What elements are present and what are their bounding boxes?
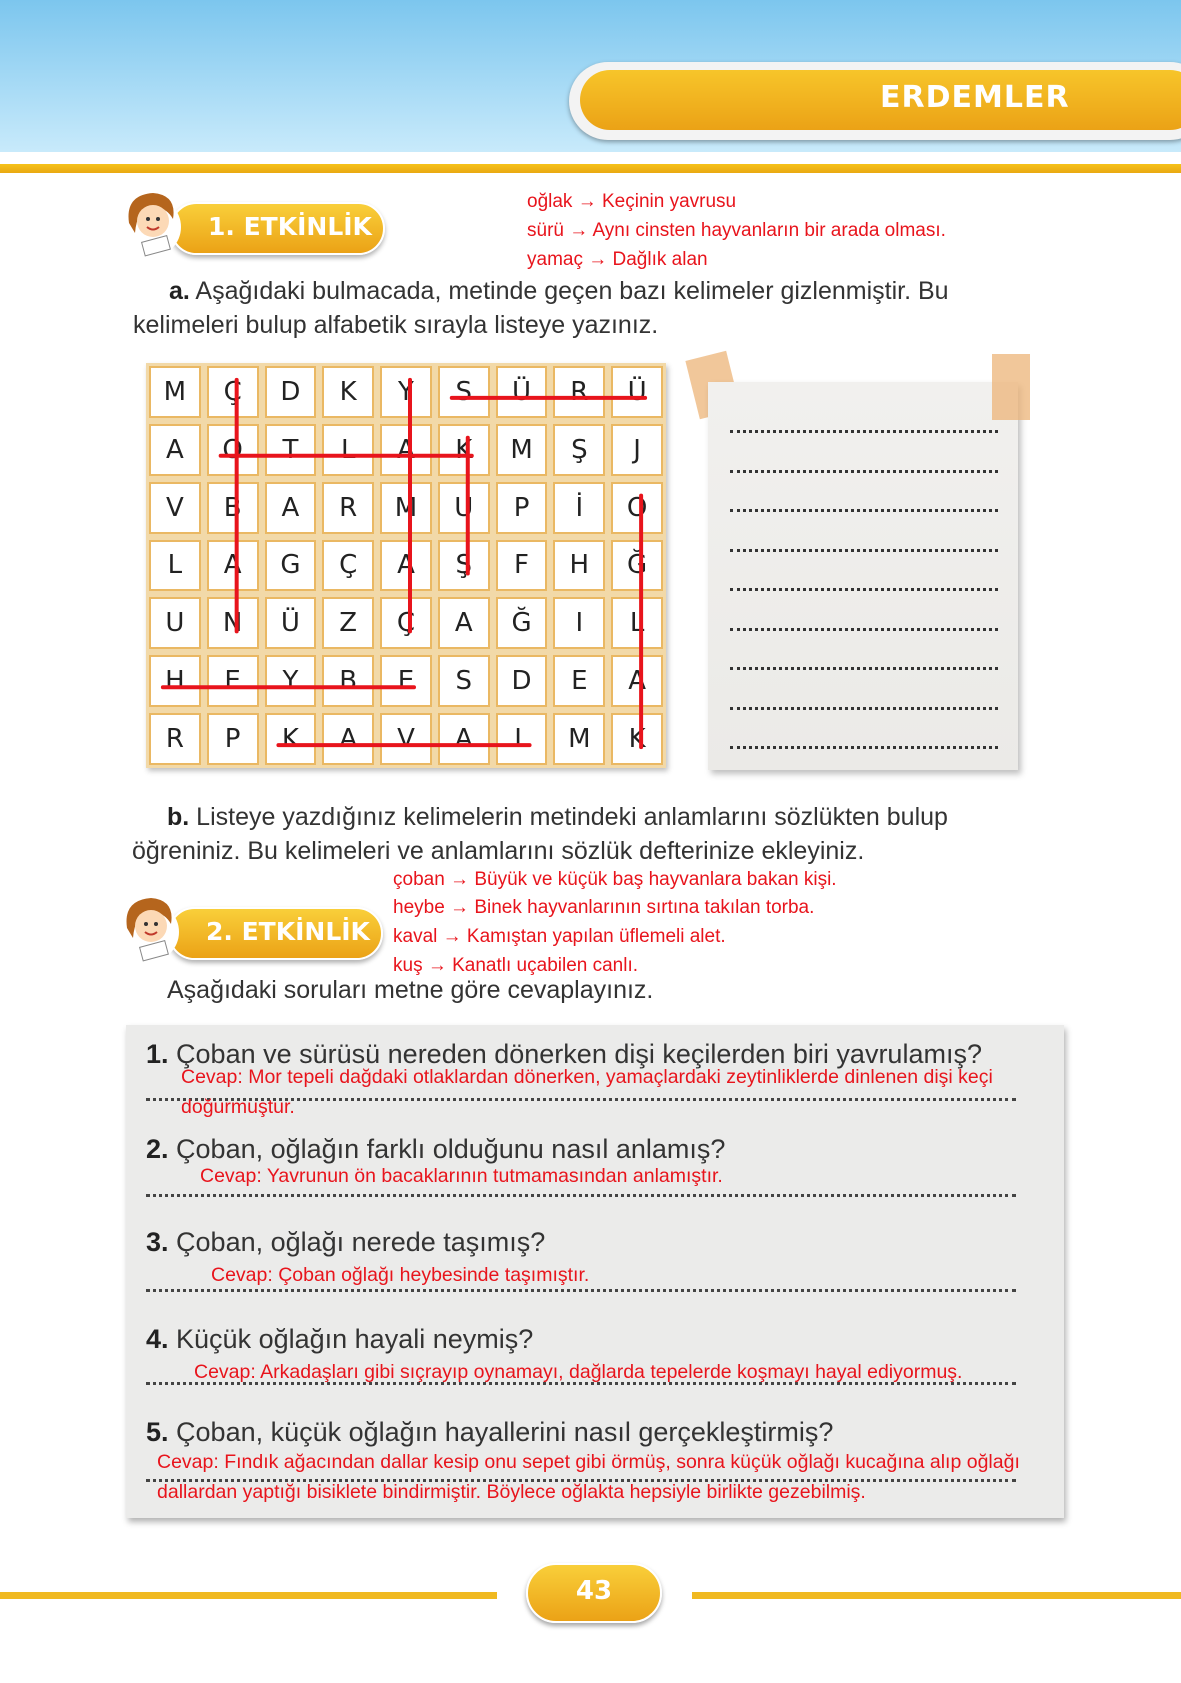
puzzle-cell[interactable]: L: [149, 540, 201, 592]
puzzle-cell[interactable]: Ğ: [496, 597, 548, 649]
puzzle-cell[interactable]: A: [380, 540, 432, 592]
instruction-b-prefix: b.: [167, 803, 190, 831]
puzzle-cell[interactable]: H: [553, 540, 605, 592]
puzzle-cell[interactable]: K: [438, 424, 490, 476]
definition-kus: kuş → Kanatlı uçabilen canlı.: [393, 955, 639, 976]
puzzle-cell[interactable]: D: [496, 655, 548, 707]
question-text: Çoban, oğlağı nerede taşımış?: [168, 1227, 546, 1257]
question-2: [146, 1134, 725, 1165]
answer-line-3[interactable]: [146, 1289, 1016, 1292]
puzzle-cell[interactable]: F: [496, 540, 548, 592]
activity-1-badge: [115, 183, 385, 263]
puzzle-cell[interactable]: B: [322, 655, 374, 707]
definition-oglak: oğlak → Keçinin yavrusu: [527, 191, 737, 212]
puzzle-cell[interactable]: K: [322, 366, 374, 418]
question-4: [146, 1324, 533, 1355]
puzzle-cell[interactable]: V: [380, 713, 432, 765]
puzzle-cell[interactable]: K: [611, 713, 663, 765]
puzzle-cell[interactable]: Y: [265, 655, 317, 707]
word-list-line[interactable]: [730, 707, 998, 710]
word-list-line[interactable]: [730, 549, 998, 552]
question-text: Çoban, küçük oğlağın hayallerini nasıl gerçekleştirmiş?: [168, 1417, 834, 1447]
instruction-a-line1: [169, 277, 949, 306]
instruction-a-text: Aşağıdaki bulmacada, metinde geçen bazı kelimeler gizlenmiştir. Bu: [189, 277, 949, 305]
answer-5-line1: Cevap: Fındık ağacından dallar kesip onu sepet gibi örmüş, sonra küçük oğlağı kucağına alıp oğlağı: [157, 1451, 1020, 1473]
answer-line-2[interactable]: [146, 1194, 1016, 1197]
answer-line-4[interactable]: [146, 1382, 1016, 1385]
question-number: 5.: [146, 1417, 169, 1447]
question-text: Çoban ve sürüsü nereden dönerken dişi keçilerden biri yavrulamış?: [168, 1039, 982, 1069]
puzzle-cell[interactable]: N: [207, 597, 259, 649]
girl-reading-icon: [113, 888, 193, 968]
answer-5-line2: dallardan yaptığı bisiklete bindirmiştir. Böylece oğlakta hepsiyle birlikte gezebilmiş.: [157, 1481, 866, 1503]
instruction-b-line1: [167, 803, 948, 832]
puzzle-cell[interactable]: D: [265, 366, 317, 418]
puzzle-cell[interactable]: Ü: [265, 597, 317, 649]
puzzle-cell[interactable]: A: [380, 424, 432, 476]
question-text: Çoban, oğlağın farklı olduğunu nasıl anlamış?: [168, 1134, 726, 1164]
puzzle-cell[interactable]: H: [149, 655, 201, 707]
answer-3: Cevap: Çoban oğlağı heybesinde taşımıştır.: [211, 1264, 590, 1286]
puzzle-cell[interactable]: Ü: [611, 366, 663, 418]
activity-2-label: 2. ETKİNLİK: [206, 917, 370, 946]
definition-kaval: kaval → Kamıştan yapılan üflemeli alet.: [393, 926, 726, 947]
instruction-a-prefix: a.: [169, 277, 190, 305]
puzzle-cell[interactable]: U: [149, 597, 201, 649]
puzzle-cell[interactable]: K: [265, 713, 317, 765]
word-list-line[interactable]: [730, 509, 998, 512]
found-word-marks: [146, 363, 666, 768]
instruction-b-text: Listeye yazdığınız kelimelerin metindeki anlamlarını sözlükten bulup: [189, 803, 948, 831]
word-list-line[interactable]: [730, 746, 998, 749]
instruction-b-line2: öğreniniz. Bu kelimeleri ve anlamlarını sözlük defterinize ekleyiniz.: [132, 837, 865, 865]
puzzle-cell[interactable]: M: [149, 366, 201, 418]
activity-2-instruction: Aşağıdaki soruları metne göre cevaplayınız.: [167, 976, 654, 1004]
answer-4: Cevap: Arkadaşları gibi sıçrayıp oynamayı, dağlarda tepelerde koşmayı hayal ediyormuş.: [194, 1361, 963, 1383]
puzzle-cell[interactable]: U: [438, 482, 490, 534]
activity-1-label: 1. ETKİNLİK: [208, 212, 372, 241]
answer-2: Cevap: Yavrunun ön bacaklarının tutmamasından anlamıştır.: [200, 1165, 723, 1187]
puzzle-cell[interactable]: I: [553, 597, 605, 649]
puzzle-cell[interactable]: E: [380, 655, 432, 707]
puzzle-cell[interactable]: R: [149, 713, 201, 765]
puzzle-cell[interactable]: L: [496, 713, 548, 765]
answer-1-line1: Cevap: Mor tepeli dağdaki otlaklardan dönerken, yamaçlardaki zeytinliklerde dinlenen dişi keçi: [181, 1066, 993, 1088]
question-number: 3.: [146, 1227, 169, 1257]
question-3: [146, 1227, 545, 1258]
puzzle-cell[interactable]: M: [380, 482, 432, 534]
word-list-line[interactable]: [730, 430, 998, 433]
puzzle-cell[interactable]: Ü: [496, 366, 548, 418]
puzzle-cell[interactable]: S: [438, 366, 490, 418]
puzzle-cell[interactable]: L: [611, 597, 663, 649]
answer-1-line2: doğurmuştur.: [181, 1096, 295, 1118]
word-list-line[interactable]: [730, 628, 998, 631]
word-search-puzzle: [146, 363, 666, 768]
puzzle-cell[interactable]: M: [553, 713, 605, 765]
puzzle-cell[interactable]: Ç: [380, 597, 432, 649]
puzzle-cell[interactable]: J: [611, 424, 663, 476]
puzzle-cell[interactable]: Ç: [322, 540, 374, 592]
puzzle-cell[interactable]: P: [496, 482, 548, 534]
puzzle-cell[interactable]: V: [149, 482, 201, 534]
definition-coban: çoban → Büyük ve küçük baş hayvanlara bakan kişi.: [393, 869, 837, 890]
puzzle-cell[interactable]: A: [149, 424, 201, 476]
puzzle-cell[interactable]: Ç: [207, 366, 259, 418]
word-list-note: [708, 382, 1018, 770]
word-list-line[interactable]: [730, 588, 998, 591]
puzzle-cell[interactable]: P: [207, 713, 259, 765]
puzzle-cell[interactable]: E: [207, 655, 259, 707]
puzzle-cell[interactable]: G: [265, 540, 317, 592]
question-text: Küçük oğlağın hayali neymiş?: [168, 1324, 534, 1354]
activity-2-badge: [113, 888, 383, 968]
puzzle-cell[interactable]: R: [553, 366, 605, 418]
instruction-a-line2: kelimeleri bulup alfabetik sırayla listeye yazınız.: [133, 311, 659, 339]
puzzle-cell[interactable]: O: [611, 482, 663, 534]
question-number: 2.: [146, 1134, 169, 1164]
puzzle-cell[interactable]: L: [322, 424, 374, 476]
puzzle-cell[interactable]: Ş: [438, 540, 490, 592]
puzzle-cell[interactable]: B: [207, 482, 259, 534]
tape-right: [992, 354, 1030, 420]
question-number: 4.: [146, 1324, 169, 1354]
puzzle-cell[interactable]: Ğ: [611, 540, 663, 592]
puzzle-cell[interactable]: O: [207, 424, 259, 476]
puzzle-cell[interactable]: R: [322, 482, 374, 534]
puzzle-cell[interactable]: A: [207, 540, 259, 592]
footer-line-right: [692, 1592, 1181, 1599]
footer-line-left: [0, 1592, 497, 1599]
puzzle-cell[interactable]: M: [496, 424, 548, 476]
puzzle-cell[interactable]: A: [438, 597, 490, 649]
word-list-line[interactable]: [730, 667, 998, 670]
puzzle-cell[interactable]: Z: [322, 597, 374, 649]
page-number: 43: [575, 1576, 613, 1606]
question-5: [146, 1417, 833, 1448]
definition-heybe: heybe → Binek hayvanlarının sırtına takılan torba.: [393, 897, 815, 918]
puzzle-cell[interactable]: Y: [380, 366, 432, 418]
puzzle-cell[interactable]: S: [438, 655, 490, 707]
header-orange-band: [0, 164, 1181, 173]
puzzle-cell[interactable]: Ş: [553, 424, 605, 476]
word-list-line[interactable]: [730, 470, 998, 473]
unit-title: ERDEMLER: [880, 80, 1070, 115]
puzzle-cell[interactable]: A: [611, 655, 663, 707]
definition-suru: sürü → Aynı cinsten hayvanların bir arada olması.: [527, 220, 946, 241]
puzzle-cell[interactable]: T: [265, 424, 317, 476]
puzzle-cell[interactable]: A: [438, 713, 490, 765]
puzzle-cell[interactable]: E: [553, 655, 605, 707]
puzzle-cell[interactable]: İ: [553, 482, 605, 534]
question-number: 1.: [146, 1039, 169, 1069]
puzzle-cell[interactable]: A: [322, 713, 374, 765]
girl-reading-icon: [115, 183, 195, 263]
definition-yamac: yamaç → Dağlık alan: [527, 249, 708, 270]
header-divider: [0, 152, 1181, 164]
puzzle-cell[interactable]: A: [265, 482, 317, 534]
